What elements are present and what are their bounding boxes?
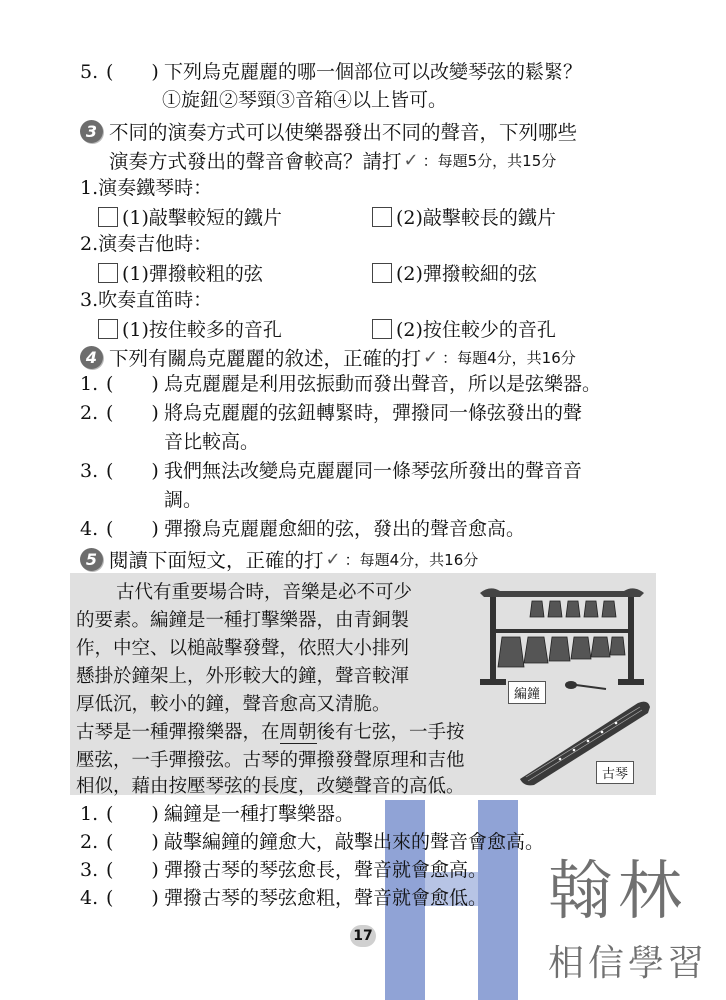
watermark-brand: 翰林	[548, 855, 688, 929]
question-number: 2.	[80, 831, 99, 853]
passage-line: 厚低沉，較小的鐘，聲音愈高又清脆。	[76, 694, 391, 715]
question-text: 敲擊編鐘的鐘愈大，敲擊出來的聲音會愈高。	[164, 831, 545, 853]
option-label: (2)敲擊較長的鐵片	[396, 207, 556, 229]
option-label: (1)敲擊較短的鐵片	[122, 207, 282, 229]
question-number: 5.	[80, 61, 99, 83]
checkbox[interactable]	[98, 263, 118, 283]
score-text: ：每題4分，共16分	[442, 348, 576, 367]
section-5-item-2	[80, 830, 544, 854]
option-label: (2)按住較少的音孔	[396, 319, 556, 341]
option-label: (2)彈撥較細的弦	[396, 263, 537, 285]
question-text: 烏克麗麗是利用弦振動而發出聲音，所以是弦樂器。	[164, 373, 602, 395]
passage-line	[76, 719, 465, 747]
passage-line: 的要素。編鐘是一種打擊樂器，由青銅製	[76, 610, 410, 631]
section-title: 閱讀下面短文，正確的打	[109, 549, 324, 572]
section-3-header	[80, 117, 577, 145]
checkmark-icon: ✓	[403, 149, 419, 171]
section-3-item-1-option-2	[372, 203, 556, 230]
passage-line: 懸掛於鐘架上，外形較大的鐘，聲音較渾	[76, 666, 410, 687]
section-title: 不同的演奏方式可以使樂器發出不同的聲音，下列哪些	[109, 121, 578, 144]
question-text: 將烏克麗麗的弦鈕轉緊時，彈撥同一條弦發出的聲	[164, 402, 583, 424]
bianzhong-illustration	[470, 579, 654, 689]
question-5-options: ①旋鈕②琴頸③音箱④以上皆可。	[162, 89, 448, 111]
section-3-item-2-option-1	[98, 259, 263, 286]
option-label: (1)按住較多的音孔	[122, 319, 282, 341]
answer-blank[interactable]: ( )	[106, 887, 159, 909]
answer-blank[interactable]: ( )	[106, 803, 159, 825]
section-3-item-2-option-2	[372, 259, 537, 286]
question-text: 下列烏克麗麗的哪一個部位可以改變琴弦的鬆緊？	[164, 61, 583, 83]
passage-text: 古琴是一種彈撥樂器，在	[76, 722, 280, 743]
passage-line: 相似，藉由按壓琴弦的長度，改變聲音的高低。	[76, 776, 465, 797]
section-badge: 5	[80, 548, 103, 571]
mallet-icon	[564, 677, 608, 693]
answer-blank[interactable]: ( )	[106, 831, 159, 853]
page-number: 17	[350, 925, 376, 947]
question-text: 彈撥烏克麗麗愈細的弦，發出的聲音愈高。	[164, 518, 526, 540]
guqin-illustration	[510, 695, 656, 787]
checkbox[interactable]	[98, 319, 118, 339]
question-text: 編鐘是一種打擊樂器。	[164, 803, 355, 825]
checkbox[interactable]	[98, 207, 118, 227]
section-5-item-1	[80, 802, 354, 826]
watermark-slogan: 相信學習	[548, 943, 709, 984]
checkmark-icon: ✓	[325, 548, 341, 570]
section-4-item-3-cont: 調。	[164, 489, 203, 511]
section-4-item-4	[80, 517, 525, 541]
section-3-header-line2	[109, 146, 556, 174]
question-number: 2.	[80, 402, 99, 424]
answer-blank[interactable]: ( )	[106, 402, 159, 424]
section-4-item-1	[80, 372, 601, 396]
section-4-item-2-cont: 音比較高。	[164, 431, 260, 453]
section-title: 下列有關烏克麗麗的敘述，正確的打	[109, 347, 422, 370]
section-5-header	[80, 545, 478, 573]
option-label: (1)彈撥較粗的弦	[122, 263, 263, 285]
section-3-item-1-option-1	[98, 203, 282, 230]
section-title-cont: 演奏方式發出的聲音會較高？請打	[109, 150, 402, 173]
section-5-item-3	[80, 858, 487, 882]
section-badge: 4	[80, 346, 103, 369]
guqin-label: 古琴	[596, 761, 634, 784]
section-3-item-3-option-2	[372, 315, 556, 342]
question-number: 3.	[80, 460, 99, 482]
reading-passage	[70, 573, 656, 795]
bianzhong-label: 編鐘	[508, 681, 546, 704]
checkmark-icon: ✓	[423, 346, 439, 368]
section-3-item-1-label: 1.演奏鐵琴時：	[80, 177, 213, 199]
score-text: ：每題5分，共15分	[422, 151, 557, 170]
section-5-item-4	[80, 886, 487, 910]
score-text: ：每題4分，共16分	[344, 550, 479, 569]
question-text: 彈撥古琴的琴弦愈粗，聲音就會愈低。	[164, 887, 488, 909]
dynasty-name: 周朝	[279, 722, 317, 743]
answer-blank[interactable]: ( )	[106, 518, 159, 540]
checkbox[interactable]	[372, 263, 392, 283]
question-number: 4.	[80, 887, 99, 909]
answer-blank[interactable]: ( )	[106, 373, 159, 395]
question-text: 彈撥古琴的琴弦愈長，聲音就會愈高。	[164, 859, 488, 881]
passage-line: 作，中空、以槌敲擊發聲，依照大小排列	[76, 638, 410, 659]
checkbox[interactable]	[372, 207, 392, 227]
answer-blank[interactable]: ( )	[106, 61, 159, 83]
section-badge: 3	[80, 120, 103, 143]
checkbox[interactable]	[372, 319, 392, 339]
section-3-item-3-label: 3.吹奏直笛時：	[80, 289, 213, 311]
passage-line: 壓弦，一手彈撥弦。古琴的彈撥發聲原理和吉他	[76, 750, 465, 771]
question-number: 4.	[80, 518, 99, 540]
question-number: 1.	[80, 373, 99, 395]
section-4-item-2	[80, 401, 582, 425]
question-5-prev	[80, 60, 582, 84]
question-text: 我們無法改變烏克麗麗同一條琴弦所發出的聲音音	[164, 460, 583, 482]
answer-blank[interactable]: ( )	[106, 859, 159, 881]
answer-blank[interactable]: ( )	[106, 460, 159, 482]
section-3-item-3-option-1	[98, 315, 282, 342]
section-3-item-2-label: 2.演奏吉他時：	[80, 233, 213, 255]
question-number: 3.	[80, 859, 99, 881]
section-4-header	[80, 343, 576, 371]
section-4-item-3	[80, 459, 582, 483]
passage-line: 古代有重要場合時，音樂是必不可少	[116, 582, 413, 603]
passage-text: 後有七弦，一手按	[316, 722, 465, 743]
question-number: 1.	[80, 803, 99, 825]
